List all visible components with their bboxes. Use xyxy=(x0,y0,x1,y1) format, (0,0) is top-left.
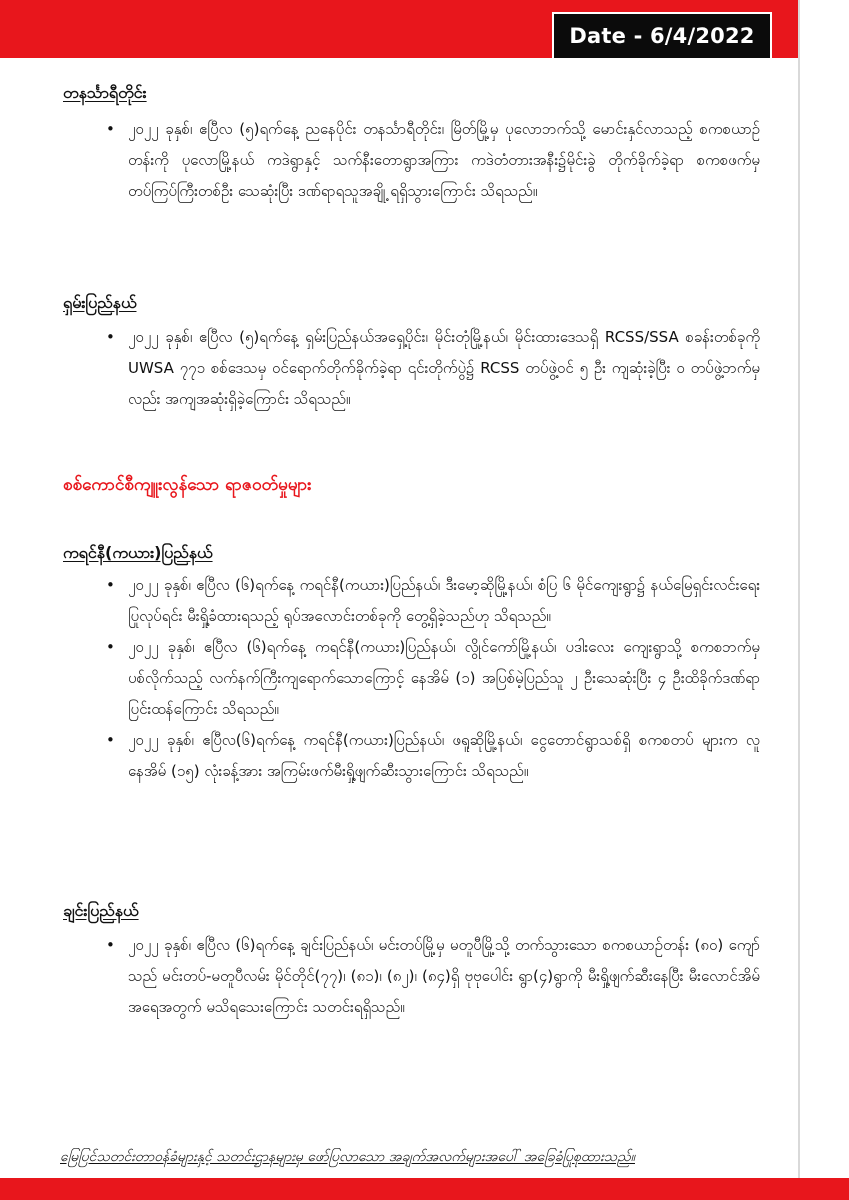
section-list-chin xyxy=(106,930,760,1023)
date-label: Date - 6/4/2022 xyxy=(569,24,755,48)
section-heading-karenni: ကရင်နီ(ကယား)ပြည်နယ် xyxy=(63,543,213,562)
right-margin-strip xyxy=(798,0,849,1200)
list-item: • ၂၀၂၂ ခုနှစ်၊ ဧပြီလ(၆)ရက်နေ့ ကရင်နီ(ကယား)ပြည်နယ်၊ ဖရူဆိုမြို့နယ်၊ ငွေတောင်ရွာသစ်ရှိ စကစတပ် များက လူနေအိမ် (၁၅) လုံးခန့်အား အကြမ်းဖက်မီးရှို့ဖျက်ဆီးသွားကြောင်း သိရသည်။ xyxy=(128,725,760,787)
list-item: • ၂၀၂၂ ခုနှစ်၊ ဧပြီလ (၆)ရက်နေ့ ကရင်နီ(ကယား)ပြည်နယ်၊ လွိုင်ကော်မြို့နယ်၊ ပဒါးလေး ကျေးရွာသို့ စကစဘက်မှ ပစ်လိုက်သည့် လက်နက်ကြီးကျရောက်သောကြောင့် နေအိမ် (၁) အပြစ်မဲ့ပြည်သူ ၂ ဦးသေဆုံးပြီး ၄ ဦးထိခိုက်ဒဏ်ရာပြင်းထန်ကြောင်း သိရသည်။ xyxy=(128,632,760,725)
bullet-icon: • xyxy=(106,328,115,346)
footer-source-note: မြေပြင်သတင်းတာဝန်ခံများနှင့် သတင်းဌာနများမှ ဖော်ပြလာသော အချက်အလက်များအပေါ် အခြေခံပြုစုထားသည်။ xyxy=(60,1149,635,1165)
crimes-section-heading: စစ်ကောင်စီကျူးလွန်သော ရာဇဝတ်မှုများ xyxy=(63,475,312,495)
section-list-tanintharyi xyxy=(106,114,760,207)
bullet-icon: • xyxy=(106,576,115,594)
section-heading-tanintharyi: တနင်္သာရီတိုင်း xyxy=(63,83,147,102)
section-heading-shan: ရှမ်းပြည်နယ် xyxy=(63,293,137,312)
list-item: • ၂၀၂၂ ခုနှစ်၊ ဧပြီလ (၆)ရက်နေ့ ကရင်နီ(ကယား)ပြည်နယ်၊ ဒီးမော့ဆိုမြို့နယ်၊ စံပြ ၆ မိုင်ကျေးရွာ၌ နယ်မြေရှင်းလင်းရေးပြုလုပ်ရင်း မီးရှို့ခံထားရသည့် ရုပ်အလောင်းတစ်ခုကို တွေ့ရှိခဲ့သည်ဟု သိရသည်။ xyxy=(128,570,760,632)
bullet-icon: • xyxy=(106,638,115,656)
bullet-icon: • xyxy=(106,120,115,138)
footer-red-bar xyxy=(0,1178,849,1200)
list-item: • ၂၀၂၂ ခုနှစ်၊ ဧပြီလ (၅)ရက်နေ့ ညနေပိုင်း တနင်္သာရီတိုင်း၊ မြိတ်မြို့မှ ပုလောဘက်သို့ မောင်းနှင်လာသည့် စကစယာဉ်တန်းကို ပုလောမြို့နယ် ကဒဲရွာနှင့် သက်နီးတောရွာအကြား ကဒဲတံတားအနီး၌မိုင်းခွဲ တိုက်ခိုက်ခဲ့ရာ စကစဖက်မှ တပ်ကြပ်ကြီးတစ်ဦး သေဆုံးပြီး ဒဏ်ရာရသူအချို့ ရရှိသွားကြောင်း သိရသည်။ xyxy=(128,114,760,207)
bullet-icon: • xyxy=(106,731,115,749)
list-item: • ၂၀၂၂ ခုနှစ်၊ ဧပြီလ (၅)ရက်နေ့ ရှမ်းပြည်နယ်အရှေ့ပိုင်း၊ မိုင်းတုံမြို့နယ်၊ မိုင်းထားဒေသရှိ RCSS/SSA စခန်းတစ်ခုကို UWSA ၇၇၁ စစ်ဒေသမှ ဝင်ရောက်တိုက်ခိုက်ခဲ့ရာ ၎င်းတိုက်ပွဲ၌ RCSS တပ်ဖွဲ့ဝင် ၅ ဦး ကျဆုံးခဲ့ပြီး ဝ တပ်ဖွဲ့ဘက်မှလည်း အကျအဆုံးရှိခဲ့ကြောင်း သိရသည်။ xyxy=(128,322,760,415)
bullet-icon: • xyxy=(106,936,115,954)
list-item: • ၂၀၂၂ ခုနှစ်၊ ဧပြီလ (၆)ရက်နေ့ ချင်းပြည်နယ်၊ မင်းတပ်မြို့မှ မတူပီမြို့သို့ တက်သွားသော စကစယာဉ်တန်း (၈၀) ကျော် သည် မင်းတပ်-မတူပီလမ်း မိုင်တိုင်(၇၇)၊ (၈၁)၊ (၈၂)၊ (၈၄)ရှိ ဗုဗုပေါင်း ရွာ(၄)ရွာကို မီးရှို့ဖျက်ဆီးနေပြီး မီးလောင်အိမ်အရေအတွက် မသိရသေးကြောင်း သတင်းရရှိသည်။ xyxy=(128,930,760,1023)
section-heading-chin: ချင်းပြည်နယ် xyxy=(63,901,139,920)
section-list-karenni xyxy=(106,570,760,787)
date-badge xyxy=(552,12,772,60)
section-list-shan xyxy=(106,322,760,415)
